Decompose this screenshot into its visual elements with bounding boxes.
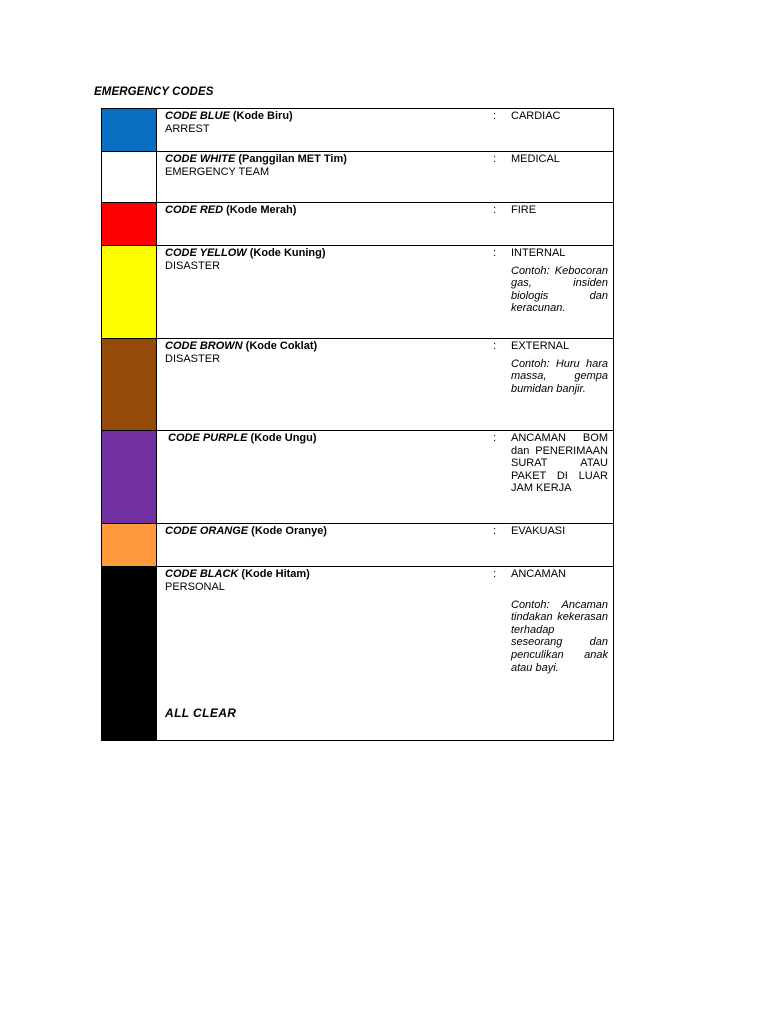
code-local-name: (Kode Kuning) [246,247,326,259]
code-subtitle: ARREST [165,122,210,135]
colon-separator: : [493,525,497,537]
description-main: INTERNAL [511,247,566,259]
code-label: CODE BLUE [165,110,230,122]
description-main: EVAKUASI [511,525,566,537]
code-local-name: (Kode Coklat) [242,340,318,352]
code-name [165,525,405,538]
code-name [165,110,405,135]
color-swatch-blue [102,109,157,151]
code-label: CODE YELLOW [165,247,247,259]
code-local-name: (Kode Ungu) [247,432,317,444]
description-main: FIRE [511,204,537,216]
code-description [511,432,608,495]
code-label: CODE BROWN [165,340,243,352]
table-row-code-white [102,152,613,203]
description-main: ANCAMAN BOM dan PENERIMAAN SURAT ATAU PAKET DI LUAR JAM KERJA [511,432,608,495]
code-subtitle: DISASTER [165,259,221,272]
description-main: EXTERNAL [511,340,570,352]
code-subtitle: DISASTER [165,352,221,365]
colon-separator: : [493,247,497,259]
code-name [165,153,405,178]
colon-separator: : [493,432,497,444]
code-name [168,432,408,445]
code-description [511,110,608,123]
code-description [511,204,608,217]
code-label: CODE RED [165,204,224,216]
code-label: CODE WHITE [165,153,236,165]
description-example: Contoh: Kebocoran gas, insiden biologis dan keracunan. [511,264,608,315]
description-main: MEDICAL [511,153,560,165]
code-subtitle: PERSONAL [165,580,225,593]
table-row-code-red [102,203,613,246]
colon-separator: : [493,153,497,165]
colon-separator: : [493,110,497,122]
code-label: CODE BLACK [165,568,239,580]
emergency-codes-table [101,108,614,741]
color-swatch-purple [102,431,157,523]
table-row-code-yellow [102,246,613,339]
color-swatch-yellow [102,246,157,338]
table-row-code-purple [102,431,613,524]
code-local-name: (Kode Biru) [229,110,293,122]
code-local-name: (Panggilan MET Tim) [235,153,347,165]
description-example: Contoh: Ancaman tindakan kekerasan terhadap seseorang dan penculikan anak atau bayi. [511,598,608,674]
code-description [511,568,608,674]
page-title: EMERGENCY CODES [94,86,214,98]
code-name [165,568,405,593]
table-row-code-blue [102,109,613,152]
code-description [511,153,608,166]
code-local-name: (Kode Oranye) [248,525,327,537]
code-label: CODE PURPLE [168,432,248,444]
table-row-code-brown [102,339,613,431]
code-local-name: (Kode Merah) [223,204,297,216]
color-swatch-white [102,152,157,202]
code-name [165,340,405,365]
all-clear-label: ALL CLEAR [165,706,237,720]
code-subtitle: EMERGENCY TEAM [165,165,270,178]
color-swatch-orange [102,524,157,566]
code-name [165,247,405,272]
code-description [511,247,608,315]
table-row-code-orange [102,524,613,567]
code-description [511,340,608,395]
color-swatch-red [102,203,157,245]
code-label: CODE ORANGE [165,525,249,537]
code-name [165,204,405,217]
colon-separator: : [493,568,497,580]
color-swatch-brown [102,339,157,430]
code-local-name: (Kode Hitam) [238,568,310,580]
colon-separator: : [493,340,497,352]
description-example: Contoh: Huru hara massa, gempa bumidan banjir. [511,357,608,395]
description-main: ANCAMAN [511,568,567,580]
colon-separator: : [493,204,497,216]
description-main: CARDIAC [511,110,561,122]
table-row-code-black [102,567,613,740]
color-swatch-black [102,567,157,740]
code-description [511,525,608,538]
